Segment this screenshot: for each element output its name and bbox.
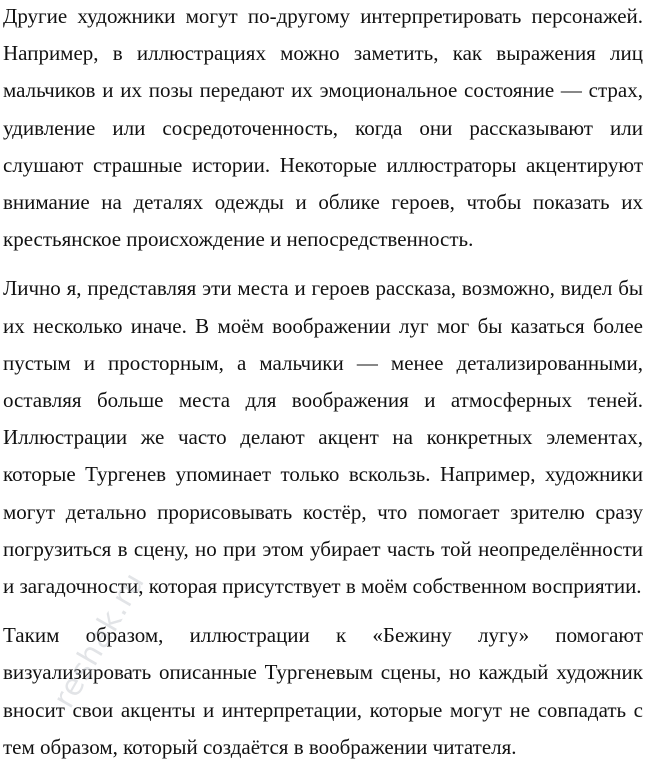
paragraph-conclusion: Таким образом, иллюстрации к «Бежину лугу» помогают визуализировать описанные Тургеневым сцены, но каждый художник вносит свои акценты и интерпретации, которые могут не совпадать с тем образом, который создаётся в воображении читателя. — [3, 623, 643, 759]
paragraph-personal-view: Лично я, представляя эти места и героев рассказа, возможно, видел бы их несколько иначе. В моём воображении луг мог бы казаться более пустым и просторным, а мальчики — менее детализированными, оставляя больше места для воображения и атмосферных теней. Иллюстрации же часто делают акцент на конкретных элементах, которые Тургенев упоминает только вскользь. Например, художники могут детально прорисовывать костёр, что помогает зрителю сразу погрузиться в сцену, но при этом убирает часть той неопределённости и загадочности, которая присутствует в моём собственном восприятии. — [3, 276, 643, 599]
watermark-text: reshak.ru — [46, 566, 153, 714]
document-body — [3, 0, 643, 766]
paragraph-illustrators: Другие художники могут по-другому интерпретировать персонажей. Например, в иллюстрациях можно заметить, как выражения лиц мальчиков и их позы передают их эмоциональное состояние — страх, удивление или сосредоточенность, когда они рассказывают или слушают страшные истории. Некоторые иллюстраторы акцентируют внимание на деталях одежды и облике героев, чтобы показать их крестьянское происхождение и непосредственность. — [3, 4, 643, 252]
